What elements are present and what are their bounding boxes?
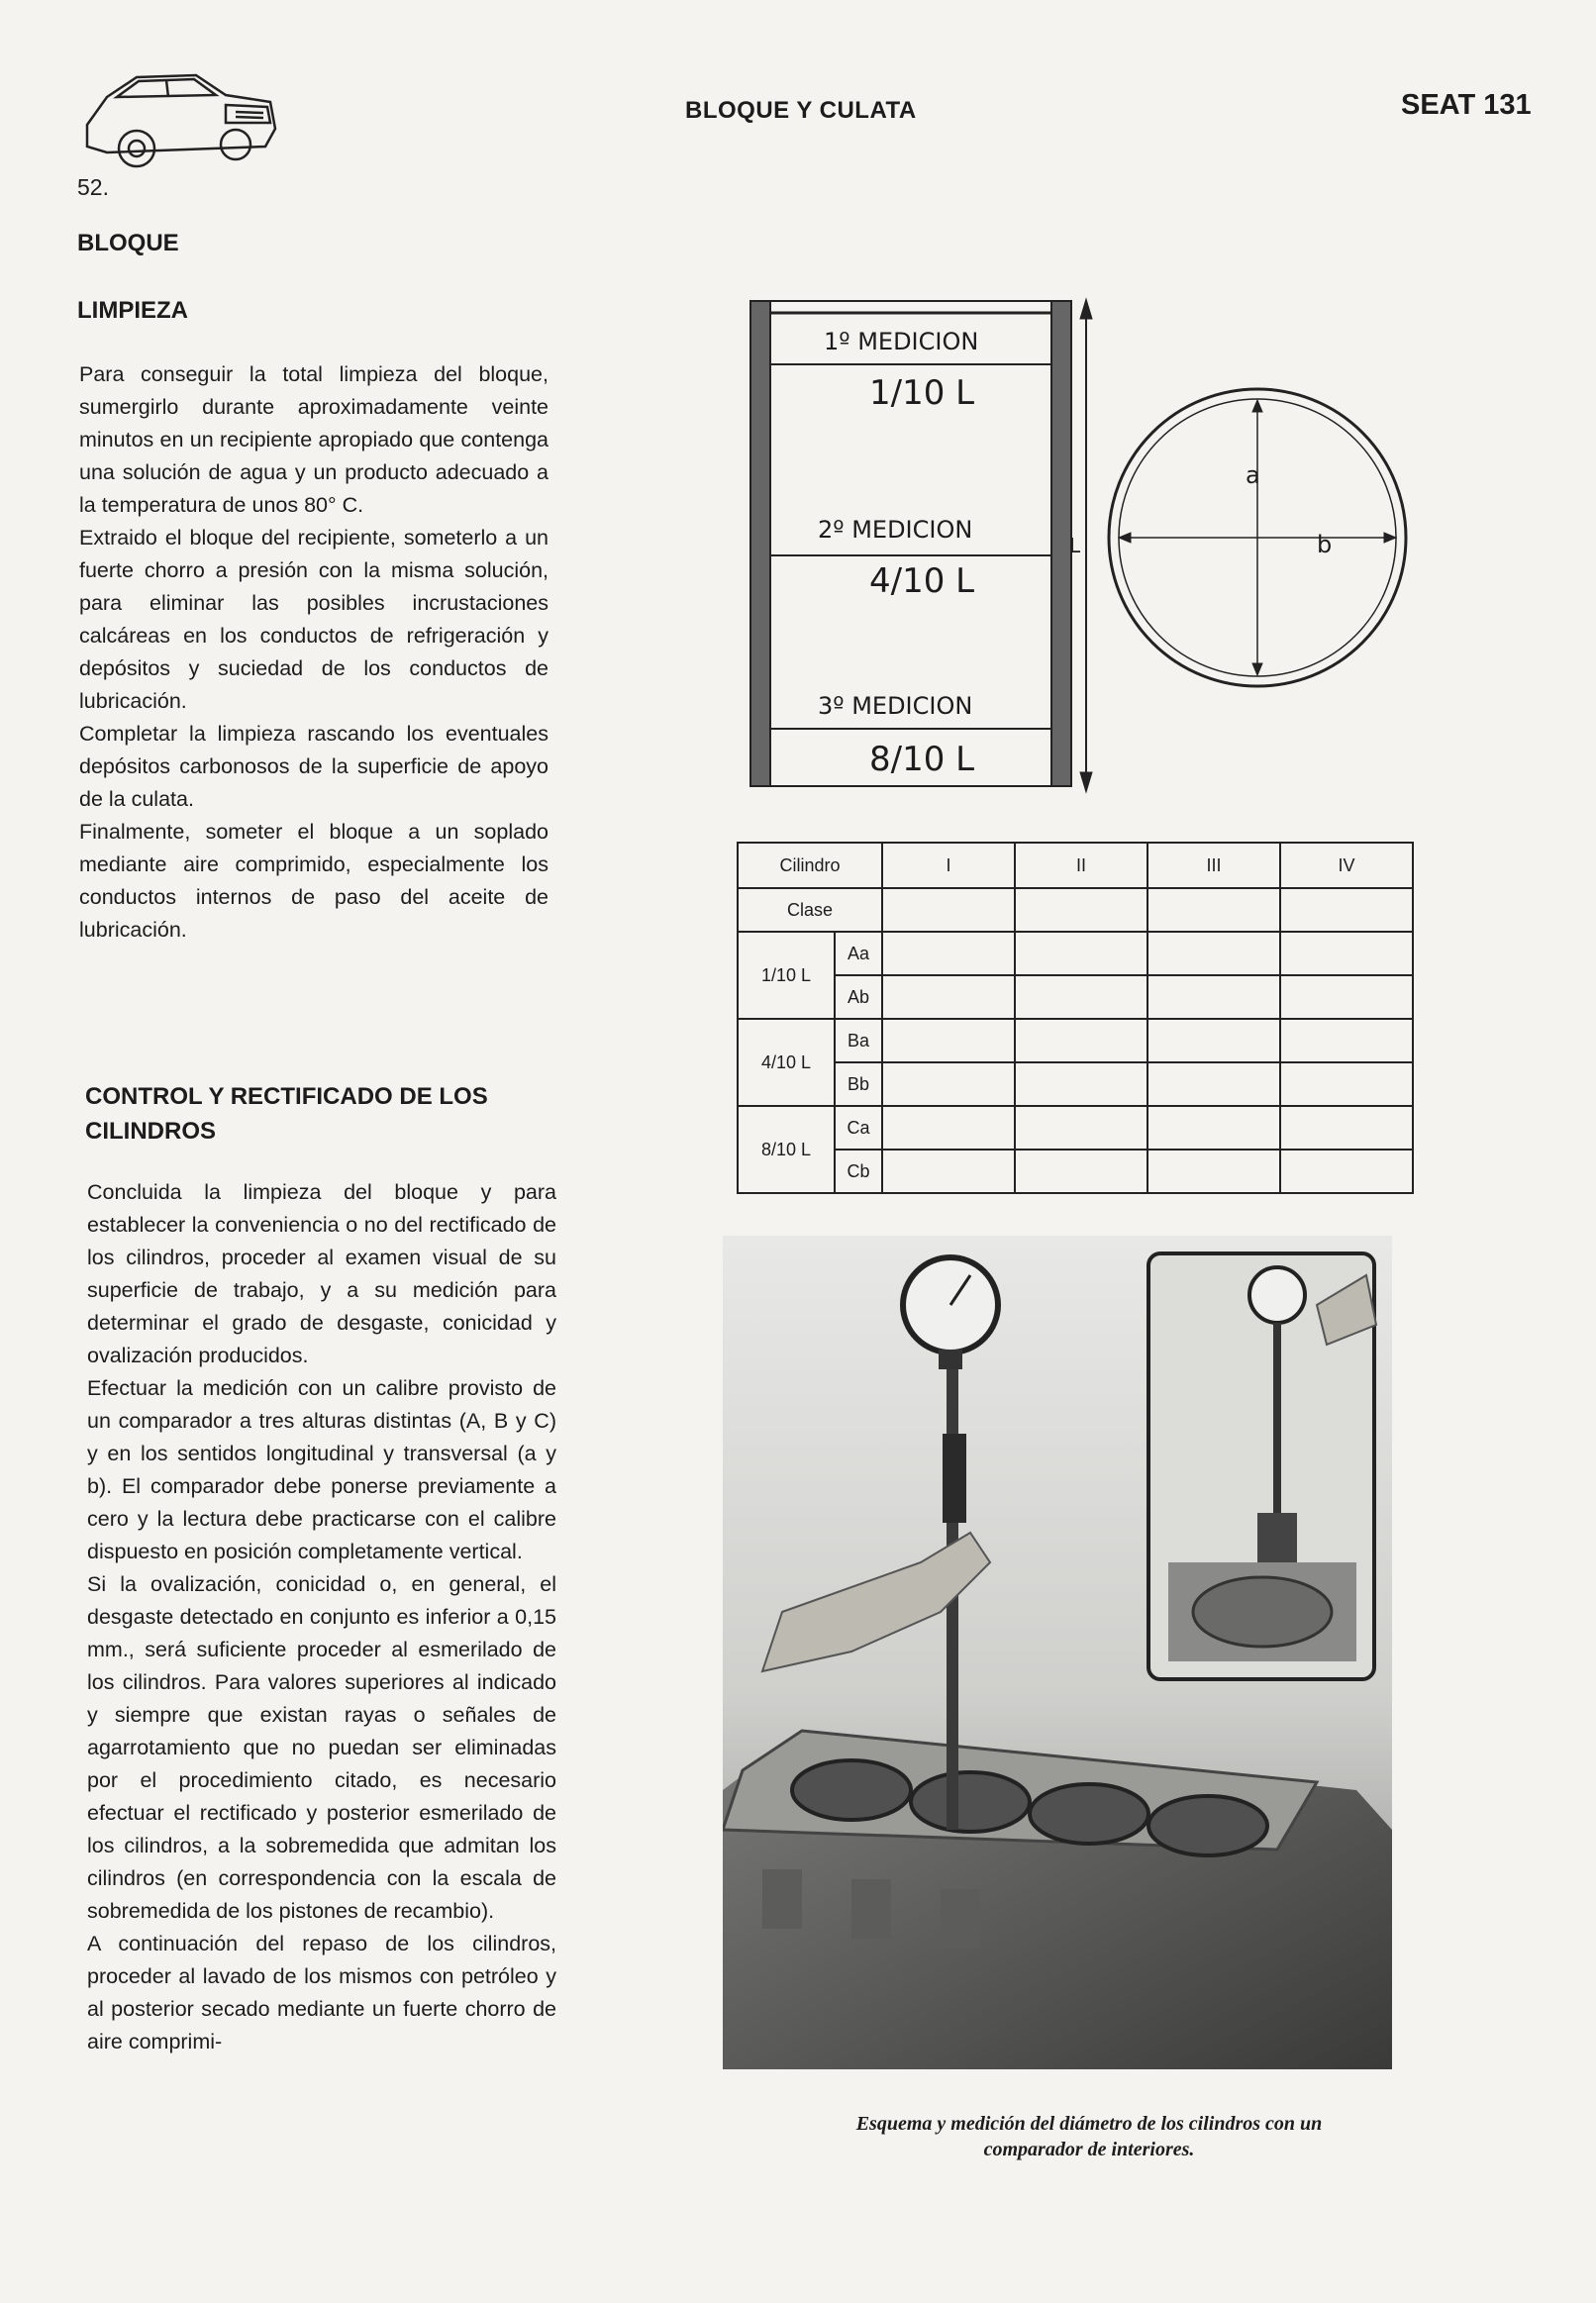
car-logo: [77, 57, 285, 186]
paragraph: Completar la limpieza rascando los eventuales depósitos carbonosos de la superficie de apoyo de la culata.: [79, 722, 549, 811]
class-cell: Cb: [835, 1150, 882, 1193]
measurement-label-1: 1º MEDICION: [824, 328, 979, 355]
subsection-title-limpieza: LIMPIEZA: [77, 297, 188, 324]
table-header-cylinder: Cilindro: [738, 843, 882, 888]
paragraph: Efectuar la medición con un calibre provisto de un comparador a tres alturas distintas (A, B y C) y en los sentidos longitudinal y transversal (a y b). El comparador debe ponerse previamente a cero y la lectura debe practicarse con el calibre dispuesto en posición completamente vertical.: [87, 1376, 556, 1563]
class-cell: Ca: [835, 1106, 882, 1150]
paragraph: Si la ovalización, conicidad o, en general, el desgaste detectado en conjunto es inferior a 0,15 mm., será suficiente proceder al esmerilado de los cilindros. Para valores superiores al indicado y siempre que existan rayas o señales de agarrotamiento que no puedan ser eliminadas por el procedimiento citado, es necesario efectuar el rectificado y posterior esmerilado de los cilindros, a la sobremedida que admitan los cilindros (en correspondencia con la escala de sobremedida de los pistones de recambio).: [87, 1572, 556, 1923]
table-row: [738, 1062, 1413, 1106]
bore-circle: [1109, 389, 1406, 686]
class-cell: Ab: [835, 975, 882, 1019]
table-header-cyl-3: III: [1147, 843, 1280, 888]
table-class-row: [738, 888, 1413, 932]
measurement-value-2: 4/10 L: [869, 561, 975, 601]
table-header-cyl-2: II: [1015, 843, 1147, 888]
section-title: BLOQUE: [77, 230, 179, 256]
control-text: [87, 1176, 556, 2058]
class-cell: Bb: [835, 1062, 882, 1106]
photo-caption: Esquema y medición del diámetro de los cilindros con un comparador de interiores.: [855, 2113, 1323, 2160]
table-row: [738, 1106, 1413, 1150]
measurement-label-3: 3º MEDICION: [818, 692, 973, 720]
paragraph: A continuación del repaso de los cilindros, proceder al lavado de los mismos con petróleo y al posterior secado mediante un fuerte chorro de aire comprimi-: [87, 1932, 556, 2053]
paragraph: Finalmente, someter el bloque a un soplado mediante aire comprimido, especialmente los conductos internos de paso del aceite de lubricación.: [79, 820, 549, 942]
table-header-class: Clase: [738, 888, 882, 932]
axis-b-label: b: [1317, 531, 1333, 558]
table-row: [738, 1150, 1413, 1193]
height-cell: 4/10 L: [738, 1019, 835, 1106]
class-cell: Ba: [835, 1019, 882, 1062]
measurement-label-2: 2º MEDICION: [818, 516, 973, 544]
table-row: [738, 975, 1413, 1019]
table-header-cyl-4: IV: [1280, 843, 1413, 888]
subsection-title-control: CONTROL Y RECTIFICADO DE LOS CILINDROS: [85, 1083, 488, 1145]
height-cell: 1/10 L: [738, 932, 835, 1019]
paragraph: Para conseguir la total limpieza del bloque, sumergirlo durante aproximadamente veinte minutos en un recipiente apropiado que contenga una solución de agua y un producto adecuado a la temperatura de unos 80° C.: [79, 362, 549, 517]
table-header-cyl-1: I: [882, 843, 1015, 888]
page-header-brand: SEAT 131: [1401, 89, 1532, 121]
page-header-title: BLOQUE Y CULATA: [685, 97, 917, 124]
table-row: [738, 1019, 1413, 1062]
measurement-value-3: 8/10 L: [869, 740, 975, 779]
measurement-table: [737, 842, 1414, 1194]
limpieza-text: [79, 358, 549, 947]
table-row: [738, 932, 1413, 975]
class-cell: Aa: [835, 932, 882, 975]
height-cell: 8/10 L: [738, 1106, 835, 1193]
paragraph: Extraido el bloque del recipiente, someterlo a un fuerte chorro a presión con la misma solución, para eliminar las posibles incrustaciones calcáreas en los conductos de refrigeración y depósitos y suciedad de los conductos de lubricación.: [79, 526, 549, 713]
axis-a-label: a: [1246, 461, 1260, 489]
page-number: 52.: [77, 174, 109, 200]
paragraph: Concluida la limpieza del bloque y para establecer la conveniencia o no del rectificado de los cilindros, proceder al examen visual de su superficie de trabajo, y a su medición para determinar el grado de desgaste, conicidad y ovalización producidos.: [87, 1180, 556, 1367]
table-header-row: [738, 843, 1413, 888]
measurement-value-1: 1/10 L: [869, 373, 975, 413]
length-label: L: [1069, 534, 1081, 557]
bore-gauge-photo: [723, 1236, 1392, 2069]
cylinder-measurement-diagram: [743, 285, 1416, 800]
